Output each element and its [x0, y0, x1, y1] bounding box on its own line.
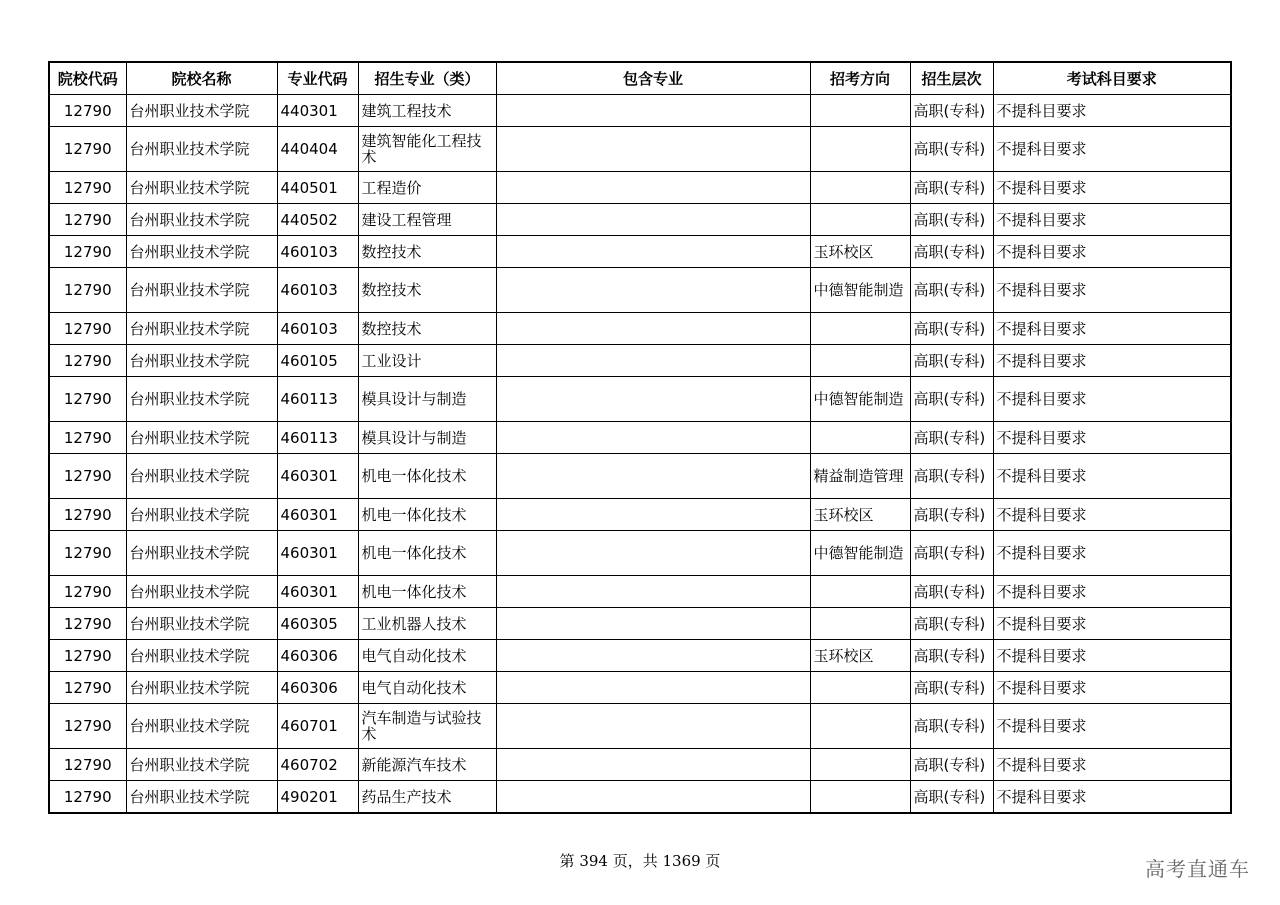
cell-direction: 中德智能制造 — [810, 377, 910, 422]
cell-school-name: 台州职业技术学院 — [126, 236, 277, 268]
cell-major-code: 460305 — [277, 608, 358, 640]
header-direction: 招考方向 — [810, 62, 910, 95]
cell-major-code: 460105 — [277, 345, 358, 377]
cell-major-code: 460701 — [277, 704, 358, 749]
cell-level: 高职(专科) — [910, 236, 993, 268]
cell-exam-requirement: 不提科目要求 — [993, 531, 1231, 576]
cell-direction: 中德智能制造 — [810, 268, 910, 313]
cell-included-majors — [496, 672, 810, 704]
cell-school-code: 12790 — [49, 313, 126, 345]
cell-school-code: 12790 — [49, 377, 126, 422]
cell-direction — [810, 672, 910, 704]
cell-school-code: 12790 — [49, 749, 126, 781]
cell-school-name: 台州职业技术学院 — [126, 454, 277, 499]
cell-major-code: 440502 — [277, 204, 358, 236]
cell-level: 高职(专科) — [910, 640, 993, 672]
header-school-code: 院校代码 — [49, 62, 126, 95]
cell-school-code: 12790 — [49, 95, 126, 127]
cell-direction — [810, 704, 910, 749]
cell-major-code: 460301 — [277, 531, 358, 576]
cell-major: 模具设计与制造 — [358, 377, 496, 422]
cell-direction — [810, 345, 910, 377]
cell-major-code: 460103 — [277, 236, 358, 268]
cell-direction: 玉环校区 — [810, 236, 910, 268]
cell-included-majors — [496, 531, 810, 576]
cell-major: 电气自动化技术 — [358, 640, 496, 672]
cell-major: 汽车制造与试验技术 — [358, 704, 496, 749]
cell-school-code: 12790 — [49, 204, 126, 236]
cell-school-name: 台州职业技术学院 — [126, 172, 277, 204]
cell-school-code: 12790 — [49, 454, 126, 499]
cell-school-name: 台州职业技术学院 — [126, 127, 277, 172]
cell-school-code: 12790 — [49, 422, 126, 454]
cell-included-majors — [496, 576, 810, 608]
cell-direction — [810, 204, 910, 236]
cell-level: 高职(专科) — [910, 95, 993, 127]
cell-level: 高职(专科) — [910, 608, 993, 640]
table-row — [49, 704, 1231, 749]
header-school-name: 院校名称 — [126, 62, 277, 95]
table-row — [49, 172, 1231, 204]
cell-school-name: 台州职业技术学院 — [126, 672, 277, 704]
cell-direction: 玉环校区 — [810, 499, 910, 531]
cell-level: 高职(专科) — [910, 576, 993, 608]
cell-school-name: 台州职业技术学院 — [126, 749, 277, 781]
cell-direction — [810, 749, 910, 781]
cell-major: 机电一体化技术 — [358, 576, 496, 608]
cell-school-code: 12790 — [49, 576, 126, 608]
cell-major: 新能源汽车技术 — [358, 749, 496, 781]
cell-major-code: 460301 — [277, 499, 358, 531]
cell-level: 高职(专科) — [910, 531, 993, 576]
cell-level: 高职(专科) — [910, 268, 993, 313]
cell-school-code: 12790 — [49, 127, 126, 172]
cell-level: 高职(专科) — [910, 127, 993, 172]
cell-level: 高职(专科) — [910, 345, 993, 377]
cell-school-code: 12790 — [49, 268, 126, 313]
cell-included-majors — [496, 608, 810, 640]
cell-exam-requirement: 不提科目要求 — [993, 236, 1231, 268]
cell-school-name: 台州职业技术学院 — [126, 640, 277, 672]
header-level: 招生层次 — [910, 62, 993, 95]
cell-major-code: 460113 — [277, 422, 358, 454]
table-row — [49, 608, 1231, 640]
header-major-code: 专业代码 — [277, 62, 358, 95]
cell-included-majors — [496, 422, 810, 454]
cell-exam-requirement: 不提科目要求 — [993, 313, 1231, 345]
cell-major-code: 440404 — [277, 127, 358, 172]
cell-included-majors — [496, 95, 810, 127]
table-row — [49, 499, 1231, 531]
cell-major-code: 460103 — [277, 313, 358, 345]
cell-exam-requirement: 不提科目要求 — [993, 95, 1231, 127]
cell-level: 高职(专科) — [910, 781, 993, 814]
cell-level: 高职(专科) — [910, 313, 993, 345]
cell-school-name: 台州职业技术学院 — [126, 313, 277, 345]
cell-exam-requirement: 不提科目要求 — [993, 499, 1231, 531]
cell-included-majors — [496, 313, 810, 345]
cell-exam-requirement: 不提科目要求 — [993, 672, 1231, 704]
cell-included-majors — [496, 454, 810, 499]
cell-exam-requirement: 不提科目要求 — [993, 377, 1231, 422]
cell-included-majors — [496, 204, 810, 236]
cell-included-majors — [496, 704, 810, 749]
cell-included-majors — [496, 127, 810, 172]
cell-school-name: 台州职业技术学院 — [126, 576, 277, 608]
cell-direction — [810, 608, 910, 640]
cell-school-code: 12790 — [49, 172, 126, 204]
cell-direction — [810, 313, 910, 345]
cell-level: 高职(专科) — [910, 499, 993, 531]
cell-school-code: 12790 — [49, 640, 126, 672]
cell-major: 数控技术 — [358, 268, 496, 313]
cell-major: 机电一体化技术 — [358, 454, 496, 499]
cell-major-code: 460306 — [277, 672, 358, 704]
cell-direction — [810, 172, 910, 204]
watermark-brand: 高考直通车 — [1145, 857, 1250, 881]
header-exam-requirement: 考试科目要求 — [993, 62, 1231, 95]
table-row — [49, 95, 1231, 127]
cell-direction — [810, 781, 910, 814]
cell-major-code: 460113 — [277, 377, 358, 422]
cell-included-majors — [496, 499, 810, 531]
cell-level: 高职(专科) — [910, 454, 993, 499]
cell-major-code: 460301 — [277, 576, 358, 608]
cell-major-code: 460702 — [277, 749, 358, 781]
cell-major: 药品生产技术 — [358, 781, 496, 814]
cell-included-majors — [496, 749, 810, 781]
cell-level: 高职(专科) — [910, 422, 993, 454]
cell-school-name: 台州职业技术学院 — [126, 377, 277, 422]
cell-major-code: 460103 — [277, 268, 358, 313]
cell-school-code: 12790 — [49, 499, 126, 531]
table-row — [49, 781, 1231, 814]
cell-school-code: 12790 — [49, 672, 126, 704]
page-number: 第 394 页，共 1369 页 — [559, 852, 721, 870]
table-row — [49, 313, 1231, 345]
cell-school-name: 台州职业技术学院 — [126, 345, 277, 377]
table-row — [49, 377, 1231, 422]
cell-direction — [810, 576, 910, 608]
cell-major: 建筑工程技术 — [358, 95, 496, 127]
cell-included-majors — [496, 268, 810, 313]
cell-major: 数控技术 — [358, 236, 496, 268]
table-row — [49, 640, 1231, 672]
cell-exam-requirement: 不提科目要求 — [993, 172, 1231, 204]
cell-major: 建设工程管理 — [358, 204, 496, 236]
cell-exam-requirement: 不提科目要求 — [993, 576, 1231, 608]
cell-exam-requirement: 不提科目要求 — [993, 640, 1231, 672]
cell-school-name: 台州职业技术学院 — [126, 608, 277, 640]
cell-major: 机电一体化技术 — [358, 499, 496, 531]
cell-exam-requirement: 不提科目要求 — [993, 422, 1231, 454]
cell-exam-requirement: 不提科目要求 — [993, 127, 1231, 172]
cell-direction: 玉环校区 — [810, 640, 910, 672]
cell-school-code: 12790 — [49, 781, 126, 814]
cell-exam-requirement: 不提科目要求 — [993, 704, 1231, 749]
cell-included-majors — [496, 640, 810, 672]
table-row — [49, 345, 1231, 377]
table-row — [49, 672, 1231, 704]
cell-included-majors — [496, 781, 810, 814]
table-row — [49, 531, 1231, 576]
cell-major-code: 460306 — [277, 640, 358, 672]
cell-school-name: 台州职业技术学院 — [126, 781, 277, 814]
table-row — [49, 236, 1231, 268]
cell-included-majors — [496, 345, 810, 377]
cell-direction: 精益制造管理 — [810, 454, 910, 499]
cell-major: 电气自动化技术 — [358, 672, 496, 704]
table-header-row — [49, 62, 1231, 95]
table-row — [49, 749, 1231, 781]
cell-exam-requirement: 不提科目要求 — [993, 781, 1231, 814]
cell-major: 工程造价 — [358, 172, 496, 204]
cell-school-name: 台州职业技术学院 — [126, 499, 277, 531]
cell-level: 高职(专科) — [910, 672, 993, 704]
cell-level: 高职(专科) — [910, 377, 993, 422]
enrollment-table — [48, 61, 1232, 814]
cell-school-code: 12790 — [49, 236, 126, 268]
cell-major-code: 440501 — [277, 172, 358, 204]
cell-school-name: 台州职业技术学院 — [126, 204, 277, 236]
cell-level: 高职(专科) — [910, 204, 993, 236]
cell-major-code: 440301 — [277, 95, 358, 127]
cell-included-majors — [496, 172, 810, 204]
cell-school-name: 台州职业技术学院 — [126, 95, 277, 127]
cell-included-majors — [496, 236, 810, 268]
cell-major: 工业设计 — [358, 345, 496, 377]
table-row — [49, 204, 1231, 236]
cell-level: 高职(专科) — [910, 704, 993, 749]
cell-included-majors — [496, 377, 810, 422]
cell-level: 高职(专科) — [910, 172, 993, 204]
table-row — [49, 454, 1231, 499]
cell-exam-requirement: 不提科目要求 — [993, 608, 1231, 640]
cell-school-code: 12790 — [49, 704, 126, 749]
cell-direction — [810, 422, 910, 454]
cell-major: 建筑智能化工程技术 — [358, 127, 496, 172]
cell-exam-requirement: 不提科目要求 — [993, 268, 1231, 313]
cell-school-name: 台州职业技术学院 — [126, 531, 277, 576]
cell-exam-requirement: 不提科目要求 — [993, 749, 1231, 781]
header-major: 招生专业（类） — [358, 62, 496, 95]
cell-level: 高职(专科) — [910, 749, 993, 781]
cell-school-name: 台州职业技术学院 — [126, 422, 277, 454]
table-row — [49, 127, 1231, 172]
cell-major: 数控技术 — [358, 313, 496, 345]
cell-major-code: 460301 — [277, 454, 358, 499]
cell-major-code: 490201 — [277, 781, 358, 814]
table-row — [49, 268, 1231, 313]
cell-major: 工业机器人技术 — [358, 608, 496, 640]
cell-exam-requirement: 不提科目要求 — [993, 454, 1231, 499]
cell-school-code: 12790 — [49, 345, 126, 377]
cell-school-name: 台州职业技术学院 — [126, 704, 277, 749]
table-row — [49, 422, 1231, 454]
table-row — [49, 576, 1231, 608]
cell-school-code: 12790 — [49, 531, 126, 576]
cell-direction — [810, 127, 910, 172]
cell-major: 模具设计与制造 — [358, 422, 496, 454]
cell-exam-requirement: 不提科目要求 — [993, 204, 1231, 236]
cell-direction — [810, 95, 910, 127]
cell-major: 机电一体化技术 — [358, 531, 496, 576]
header-included-majors: 包含专业 — [496, 62, 810, 95]
cell-direction: 中德智能制造 — [810, 531, 910, 576]
cell-school-name: 台州职业技术学院 — [126, 268, 277, 313]
cell-exam-requirement: 不提科目要求 — [993, 345, 1231, 377]
cell-school-code: 12790 — [49, 608, 126, 640]
